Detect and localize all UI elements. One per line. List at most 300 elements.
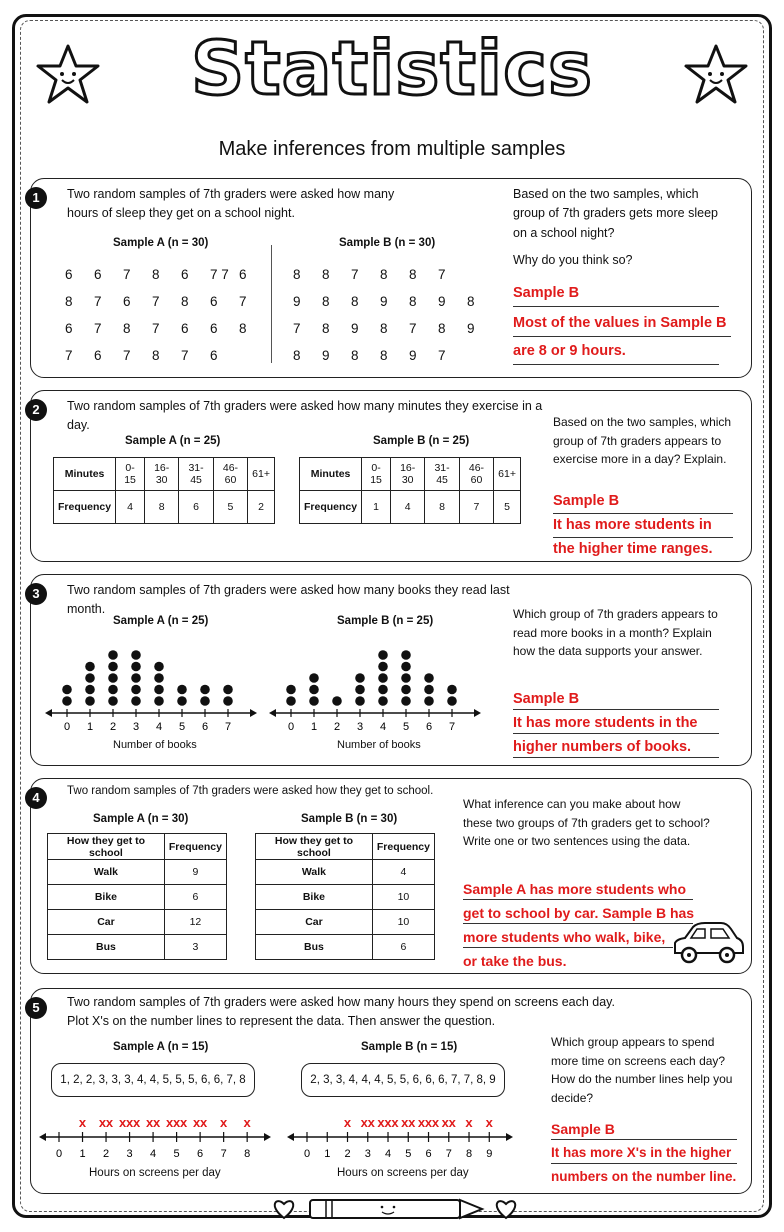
sleep-value: 7 7 <box>210 267 229 282</box>
sleep-value: 6 <box>210 348 218 363</box>
sleep-value: 7 <box>123 267 131 282</box>
sleep-value: 9 <box>351 321 359 336</box>
arrow-right-icon <box>474 709 481 717</box>
footer-decoration <box>270 1194 520 1224</box>
data-dot <box>131 650 141 660</box>
tick-label: 4 <box>379 721 387 733</box>
x-mark: x <box>424 1115 433 1130</box>
sleep-value: 8 <box>380 348 388 363</box>
data-dot <box>200 685 210 695</box>
frequency-value: 10 <box>372 885 434 910</box>
tick-label: 1 <box>79 1148 86 1160</box>
tick-label: 0 <box>303 1148 311 1160</box>
tick-label: 2 <box>333 721 341 733</box>
data-dot <box>223 696 233 706</box>
q3-axis-label-b: Number of books <box>337 739 421 751</box>
q3-dot-plot-a <box>45 633 265 739</box>
tick-label: 5 <box>402 721 410 733</box>
data-dot <box>355 673 365 683</box>
car-icon <box>671 917 745 969</box>
sleep-value: 7 <box>123 348 131 363</box>
x-mark: x <box>145 1115 154 1130</box>
tick-label: 6 <box>201 721 209 733</box>
transport-mode: Car <box>48 910 165 935</box>
q5-sample-a-label: Sample A (n = 15) <box>113 1041 209 1053</box>
data-dot <box>154 662 164 672</box>
arrow-right-icon <box>506 1133 513 1141</box>
q2-sample-a-label: Sample A (n = 25) <box>125 435 221 447</box>
q4-sample-a-label: Sample A (n = 30) <box>93 813 189 825</box>
table-row <box>48 910 227 935</box>
data-dot <box>424 673 434 683</box>
sleep-value: 6 <box>94 267 102 282</box>
column-header-mode: How they get to school <box>256 834 373 860</box>
data-dot <box>108 696 118 706</box>
q2-table-a <box>53 457 275 524</box>
data-dot <box>108 685 118 695</box>
sleep-value: 7 <box>94 321 102 336</box>
x-mark: x <box>132 1115 141 1130</box>
transport-mode: Bike <box>256 885 373 910</box>
tick-label: 5 <box>405 1148 412 1160</box>
question-2-prompt: Based on the two samples, which group of 7th graders appears to exercise more in a day? Explain. <box>553 415 732 467</box>
answer-rule <box>513 733 719 734</box>
question-2-text: Two random samples of 7th graders were asked how many minutes they exercise in a day. <box>67 399 543 433</box>
sleep-value: 6 <box>94 348 102 363</box>
q5-answer-line-3: numbers on the number line. <box>551 1169 737 1184</box>
tick-label: 0 <box>63 721 71 733</box>
sleep-value: 6 <box>181 267 189 282</box>
question-4-text: Two random samples of 7th graders were asked how they get to school. <box>67 785 434 797</box>
sleep-value: 9 <box>467 321 475 336</box>
tick-label: 3 <box>356 721 364 733</box>
transport-mode: Car <box>256 910 373 935</box>
q1-sample-a-label: Sample A (n = 30) <box>113 237 209 249</box>
sleep-value: 7 <box>351 267 359 282</box>
sleep-value: 6 <box>65 267 73 282</box>
data-dot <box>424 696 434 706</box>
q1-divider <box>271 245 272 363</box>
arrow-left-icon <box>39 1133 46 1141</box>
data-dot <box>62 685 72 695</box>
q2b-freq: 4 <box>390 491 424 524</box>
q1-answer-line-1: Sample B <box>513 285 580 301</box>
q2a-freq: 5 <box>213 491 247 524</box>
answer-rule <box>463 923 693 924</box>
arrow-left-icon <box>287 1133 294 1141</box>
q5-x-plot-b <box>287 1103 517 1165</box>
tick-label: 7 <box>224 721 232 733</box>
frequency-value: 9 <box>164 860 226 885</box>
q5-data-box-a: 1, 2, 2, 3, 3, 3, 4, 4, 5, 5, 5, 6, 6, 7, 8 <box>51 1063 255 1097</box>
sleep-value: 8 <box>293 348 301 363</box>
question-card-4 <box>30 778 752 974</box>
q3-sample-a-label: Sample A (n = 25) <box>113 615 209 627</box>
data-dot <box>378 650 388 660</box>
data-dot <box>355 685 365 695</box>
sleep-value: 7 <box>152 321 160 336</box>
data-dot <box>286 696 296 706</box>
sleep-value: 6 <box>210 294 218 309</box>
x-mark: x <box>401 1115 409 1130</box>
tick-label: 4 <box>150 1148 157 1160</box>
q2b-range: 61+ <box>494 458 521 491</box>
q2a-range: 16-30 <box>144 458 178 491</box>
tick-label: 8 <box>465 1148 473 1160</box>
q4-table-a <box>47 833 227 960</box>
tick-label: 2 <box>102 1148 110 1160</box>
answer-rule <box>513 306 719 307</box>
data-dot <box>447 685 457 695</box>
question-number-1: 1 <box>25 187 47 209</box>
arrow-right-icon <box>250 709 257 717</box>
answer-rule <box>463 947 673 948</box>
data-dot <box>378 673 388 683</box>
answer-rule <box>463 899 693 900</box>
q2b-freq: 5 <box>494 491 521 524</box>
x-mark: x <box>98 1115 107 1130</box>
x-mark: x <box>105 1115 114 1130</box>
sleep-value: 7 <box>409 321 417 336</box>
answer-rule <box>553 513 733 514</box>
tick-label: 2 <box>344 1148 351 1160</box>
x-mark: x <box>243 1115 251 1130</box>
data-dot <box>85 696 95 706</box>
x-mark: x <box>193 1115 201 1130</box>
data-dot <box>154 696 164 706</box>
q1-sample-b-label: Sample B (n = 30) <box>339 237 436 249</box>
table-row <box>256 935 435 960</box>
heart-icon <box>275 1201 293 1218</box>
table-row <box>256 885 435 910</box>
q2-table-b <box>299 457 521 524</box>
transport-mode: Walk <box>48 860 165 885</box>
question-number-4: 4 <box>25 787 47 809</box>
data-dot <box>131 685 141 695</box>
sleep-value: 8 <box>152 267 160 282</box>
sleep-value: 9 <box>409 348 417 363</box>
tick-label: 2 <box>109 721 117 733</box>
x-mark: x <box>377 1115 385 1130</box>
q2a-range: 61+ <box>248 458 275 491</box>
transport-mode: Bus <box>48 935 165 960</box>
sleep-value: 8 <box>467 294 475 309</box>
q2-answer-line-1: Sample B <box>553 493 620 509</box>
sleep-value: 7 <box>65 348 73 363</box>
data-dot <box>401 696 411 706</box>
answer-rule <box>513 757 719 758</box>
data-dot <box>447 696 457 706</box>
q2b-range: 16-30 <box>390 458 424 491</box>
pencil-icon <box>310 1200 482 1218</box>
data-dot <box>131 662 141 672</box>
q2a-freq: 6 <box>179 491 213 524</box>
question-1-why: Why do you think so? <box>513 253 633 267</box>
sleep-value: 9 <box>293 294 301 309</box>
tick-label: 7 <box>445 1148 452 1160</box>
frequency-value: 6 <box>164 885 226 910</box>
sleep-value: 8 <box>123 321 131 336</box>
question-3-text: Two random samples of 7th graders were asked how many books they read last month. <box>67 583 510 617</box>
q1-answer-line-2: Most of the values in Sample B <box>513 315 727 331</box>
x-mark: x <box>152 1115 161 1130</box>
q2b-range: 46-60 <box>459 458 493 491</box>
transport-mode: Bus <box>256 935 373 960</box>
x-mark: x <box>441 1115 449 1130</box>
sleep-value: 7 <box>181 348 189 363</box>
x-mark: x <box>179 1115 188 1130</box>
x-mark: x <box>220 1115 228 1130</box>
x-mark: x <box>431 1115 440 1130</box>
heart-icon <box>497 1201 515 1218</box>
tick-label: 5 <box>173 1148 180 1160</box>
data-dot <box>401 662 411 672</box>
data-dot <box>332 696 342 706</box>
tick-label: 3 <box>126 1148 133 1160</box>
data-dot <box>108 673 118 683</box>
tick-label: 5 <box>178 721 186 733</box>
data-dot <box>177 696 187 706</box>
frequency-value: 6 <box>372 935 434 960</box>
x-mark: x <box>360 1115 368 1130</box>
q4-table-b <box>255 833 435 960</box>
table-row <box>48 935 227 960</box>
data-dot <box>131 673 141 683</box>
question-4-prompt: What inference can you make about how these two groups of 7th graders get to school? Write one or two sentences using the data. <box>463 797 710 849</box>
q2b-range: 31-45 <box>425 458 459 491</box>
question-number-5: 5 <box>25 997 47 1019</box>
x-mark: x <box>125 1115 134 1130</box>
data-dot <box>401 650 411 660</box>
q2a-freq: 8 <box>144 491 178 524</box>
x-mark: x <box>391 1115 399 1130</box>
tick-label: 6 <box>425 1148 432 1160</box>
table-row <box>48 860 227 885</box>
data-dot <box>177 685 187 695</box>
data-dot <box>355 696 365 706</box>
q2-answer-line-2: It has more students in <box>553 517 712 533</box>
data-dot <box>223 685 233 695</box>
data-dot <box>401 685 411 695</box>
q2b-freq: 1 <box>362 491 391 524</box>
tick-label: 1 <box>310 721 318 733</box>
question-card-3 <box>30 574 752 766</box>
q3-answer-line-1: Sample B <box>513 691 580 707</box>
q2a-range: 31-45 <box>179 458 213 491</box>
q5-axis-label-a: Hours on screens per day <box>89 1167 221 1179</box>
q2b-freq: 7 <box>459 491 493 524</box>
sleep-value: 7 <box>293 321 301 336</box>
x-mark: x <box>343 1115 352 1130</box>
q2b-freq: 8 <box>425 491 459 524</box>
data-dot <box>309 696 319 706</box>
answer-rule <box>513 364 719 365</box>
column-header-frequency: Frequency <box>372 834 434 860</box>
sleep-value: 6 <box>239 267 247 282</box>
tick-label: 8 <box>244 1148 251 1160</box>
x-mark: x <box>485 1115 493 1130</box>
q2a-row-label-frequency: Frequency <box>54 491 116 524</box>
q4-answer-line-3: more students who walk, bike, <box>463 929 666 945</box>
q2-answer-line-3: the higher time ranges. <box>553 541 713 557</box>
tick-label: 7 <box>220 1148 227 1160</box>
sleep-value: 9 <box>438 294 446 309</box>
q4-answer-line-2: get to school by car. Sample B has <box>463 905 695 921</box>
tick-label: 6 <box>197 1148 204 1160</box>
x-mark: x <box>78 1115 87 1130</box>
question-number-2: 2 <box>25 399 47 421</box>
tick-label: 0 <box>287 721 295 733</box>
q2a-freq: 2 <box>248 491 275 524</box>
answer-rule <box>553 537 733 538</box>
data-dot <box>309 673 319 683</box>
sleep-value: 7 <box>239 294 247 309</box>
answer-rule <box>513 336 731 337</box>
tick-label: 7 <box>448 721 456 733</box>
x-mark: x <box>172 1115 181 1130</box>
arrow-left-icon <box>269 709 276 717</box>
sleep-value: 8 <box>409 294 417 309</box>
sleep-value: 7 <box>438 348 446 363</box>
sleep-value: 8 <box>438 321 446 336</box>
x-mark: x <box>118 1115 127 1130</box>
q5-answer-line-2: It has more X's in the higher <box>551 1145 732 1160</box>
sleep-value: 8 <box>152 348 160 363</box>
x-mark: x <box>367 1115 375 1130</box>
tick-label: 6 <box>425 721 433 733</box>
transport-mode: Walk <box>256 860 373 885</box>
table-row <box>48 885 227 910</box>
sleep-value: 8 <box>65 294 73 309</box>
data-dot <box>85 662 95 672</box>
q5-axis-label-b: Hours on screens per day <box>337 1167 469 1179</box>
x-mark: x <box>165 1115 174 1130</box>
data-dot <box>378 685 388 695</box>
q5-sample-b-label: Sample B (n = 15) <box>361 1041 458 1053</box>
sleep-value: 8 <box>409 267 417 282</box>
q2b-range: 0-15 <box>362 458 391 491</box>
frequency-value: 12 <box>164 910 226 935</box>
frequency-value: 3 <box>164 935 226 960</box>
sleep-value: 8 <box>293 267 301 282</box>
page-title: Statistics <box>190 26 594 112</box>
tick-label: 4 <box>384 1148 392 1160</box>
question-number-3: 3 <box>25 583 47 605</box>
q3-dot-plot-b <box>269 633 489 739</box>
sleep-value: 8 <box>322 267 330 282</box>
q2-sample-b-label: Sample B (n = 25) <box>373 435 470 447</box>
x-mark: x <box>417 1115 426 1130</box>
data-dot <box>154 685 164 695</box>
question-5-prompt: Which group appears to spend more time on screens each day? How do the number lines help you decide? <box>551 1035 733 1105</box>
question-1-prompt: Based on the two samples, which group of 7th graders gets more sleep on a school night? <box>513 187 718 240</box>
question-card-1 <box>30 178 752 378</box>
x-mark: x <box>465 1115 473 1130</box>
q2a-range: 0-15 <box>116 458 145 491</box>
data-dot <box>62 696 72 706</box>
q5-x-plot-a <box>39 1103 275 1165</box>
q4-answer-line-1: Sample A has more students who <box>463 881 687 897</box>
q4-sample-b-label: Sample B (n = 30) <box>301 813 398 825</box>
sleep-value: 8 <box>380 321 388 336</box>
data-dot <box>131 696 141 706</box>
x-mark: x <box>200 1115 208 1130</box>
sleep-value: 7 <box>438 267 446 282</box>
question-card-2 <box>30 390 752 562</box>
sleep-value: 6 <box>181 321 189 336</box>
sleep-value: 6 <box>210 321 218 336</box>
sleep-value: 9 <box>380 294 388 309</box>
q1-answer-line-3: are 8 or 9 hours. <box>513 343 626 359</box>
frequency-value: 4 <box>372 860 434 885</box>
data-dot <box>200 696 210 706</box>
sleep-value: 7 <box>152 294 160 309</box>
question-card-5 <box>30 988 752 1194</box>
tick-label: 0 <box>55 1148 63 1160</box>
q2a-range: 46-60 <box>213 458 247 491</box>
table-row <box>256 910 435 935</box>
frequency-value: 10 <box>372 910 434 935</box>
tick-label: 3 <box>364 1148 371 1160</box>
q2b-row-label-minutes: Minutes <box>300 458 362 491</box>
sleep-value: 6 <box>123 294 131 309</box>
answer-rule <box>513 709 719 710</box>
tick-label: 1 <box>324 1148 331 1160</box>
data-dot <box>378 662 388 672</box>
data-dot <box>424 685 434 695</box>
question-5-text: Two random samples of 7th graders were asked how many hours they spend on screens each day. Plot X's on the number lines to represent the data. Then answer the question. <box>67 995 615 1029</box>
q3-sample-b-label: Sample B (n = 25) <box>337 615 434 627</box>
tick-label: 9 <box>486 1148 493 1160</box>
answer-rule <box>551 1163 737 1164</box>
data-dot <box>108 650 118 660</box>
sleep-value: 6 <box>65 321 73 336</box>
sleep-value: 9 <box>322 348 330 363</box>
question-1-text: Two random samples of 7th graders were asked how many hours of sleep they get on a school night. <box>67 187 395 221</box>
q5-data-box-b: 2, 3, 3, 4, 4, 4, 5, 5, 6, 6, 6, 7, 7, 8, 9 <box>301 1063 505 1097</box>
q3-answer-line-3: higher numbers of books. <box>513 739 692 755</box>
q4-answer-line-4: or take the bus. <box>463 953 567 969</box>
sleep-value: 8 <box>380 267 388 282</box>
x-mark: x <box>448 1115 456 1130</box>
q3-answer-line-2: It has more students in the <box>513 715 698 731</box>
q2a-row-label-minutes: Minutes <box>54 458 116 491</box>
tick-label: 1 <box>86 721 94 733</box>
tick-label: 3 <box>132 721 140 733</box>
sleep-value: 8 <box>322 321 330 336</box>
q2a-freq: 4 <box>116 491 145 524</box>
tick-label: 4 <box>155 721 163 733</box>
sleep-value: 8 <box>181 294 189 309</box>
arrow-left-icon <box>45 709 52 717</box>
question-3-prompt: Which group of 7th graders appears to read more books in a month? Explain how the data supports your answer. <box>513 607 718 659</box>
column-header-frequency: Frequency <box>164 834 226 860</box>
data-dot <box>309 685 319 695</box>
sleep-value: 8 <box>322 294 330 309</box>
sleep-value: 8 <box>239 321 247 336</box>
sleep-value: 8 <box>351 348 359 363</box>
x-mark: x <box>408 1115 416 1130</box>
data-dot <box>154 673 164 683</box>
data-dot <box>401 673 411 683</box>
answer-rule <box>551 1139 737 1140</box>
arrow-right-icon <box>264 1133 271 1141</box>
transport-mode: Bike <box>48 885 165 910</box>
sleep-value: 8 <box>351 294 359 309</box>
q3-axis-label-a: Number of books <box>113 739 197 751</box>
data-dot <box>85 673 95 683</box>
data-dot <box>85 685 95 695</box>
